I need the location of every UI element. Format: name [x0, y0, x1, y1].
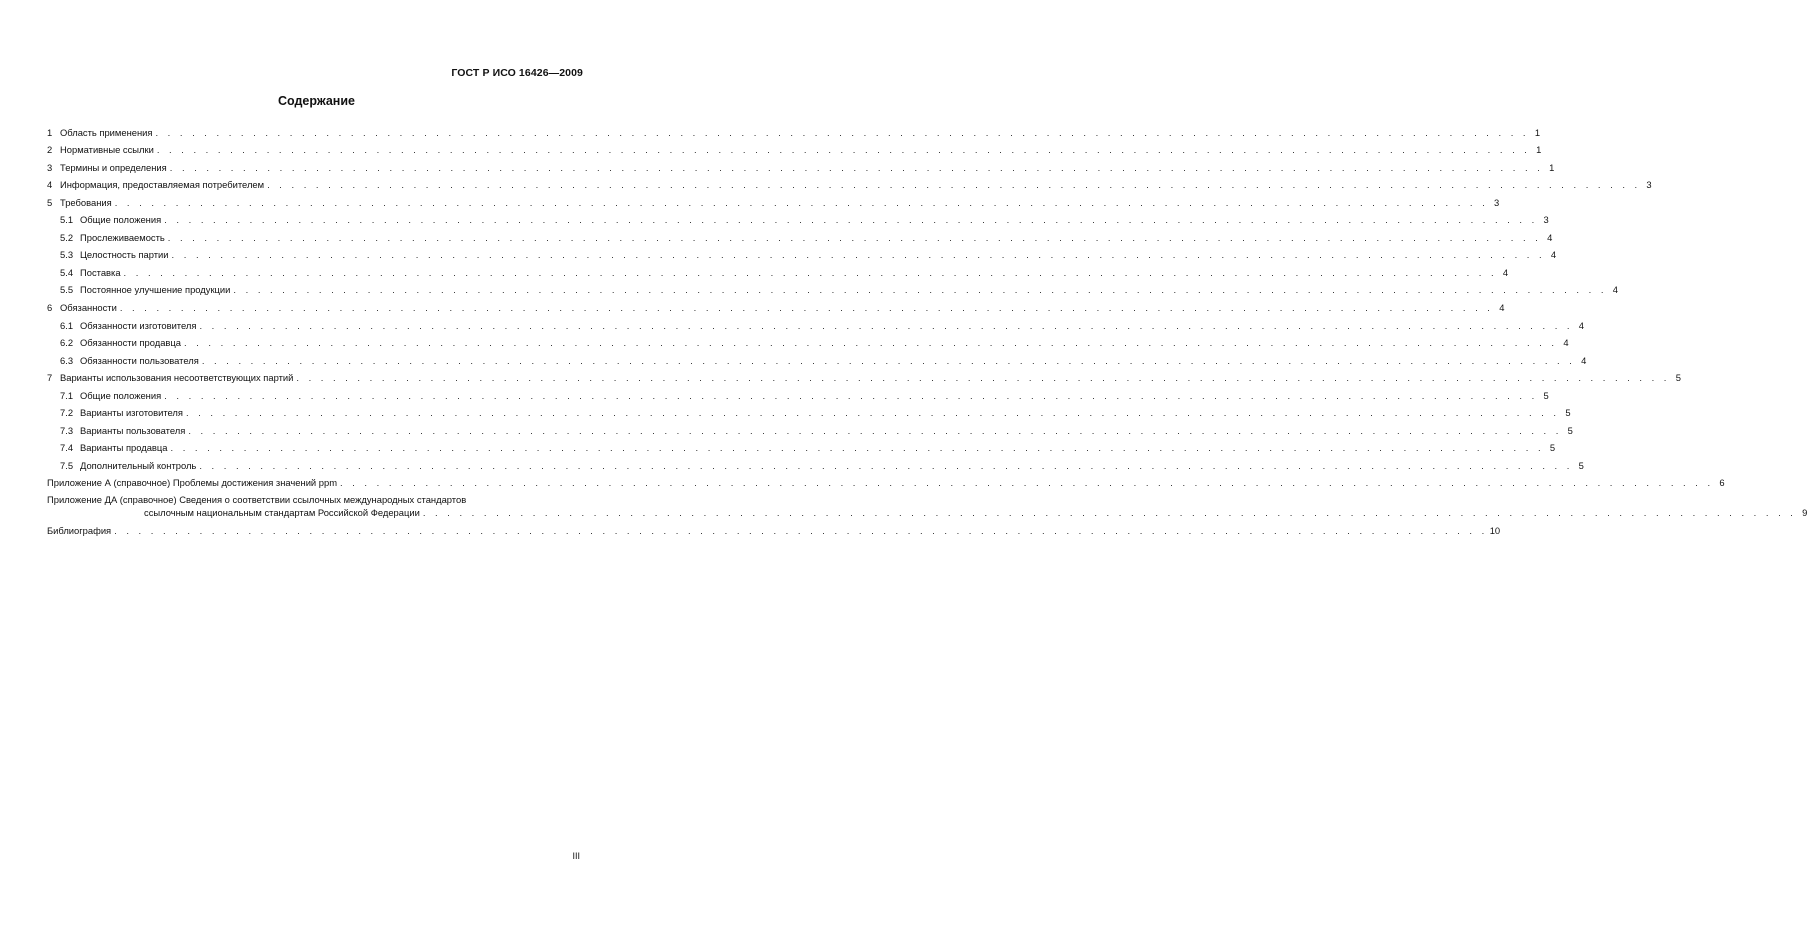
toc-entry-number: 6.2: [60, 337, 74, 349]
dot-leader: [115, 196, 1489, 209]
toc-subentry[interactable]: [47, 314, 1585, 332]
toc-entry-label: Термины и определения: [60, 161, 167, 173]
toc-entry-label: Обязанности: [60, 302, 117, 314]
dot-leader: [114, 524, 1488, 537]
toc-entry-page: 5: [1543, 389, 1549, 401]
toc-entry-number: 7.4: [60, 442, 74, 454]
toc-entry-label: Приложение ДА (справочное) Сведения о соответствии ссылочных международных стандартов: [47, 494, 467, 506]
dot-leader: [340, 476, 1714, 489]
toc-entry-page: 4: [1612, 284, 1618, 296]
dot-leader: [267, 178, 1641, 191]
toc-entry-page: 5: [1675, 372, 1681, 384]
toc-entry-label: Общие положения: [80, 389, 162, 401]
toc-entry-page: 5: [1578, 459, 1584, 471]
toc-entry-label: Общие положения: [80, 214, 162, 226]
toc-entry-number: 5.3: [60, 249, 74, 261]
toc-subentry[interactable]: [47, 349, 1587, 367]
toc-entry[interactable]: [47, 139, 1542, 157]
toc-entry-label: Целостность партии: [80, 249, 169, 261]
toc-subentry[interactable]: [47, 419, 1573, 437]
toc-subentry[interactable]: [47, 384, 1549, 402]
dot-leader: [423, 506, 1797, 519]
toc-entry-number: 5.2: [60, 231, 74, 243]
toc-entry-page: 4: [1581, 354, 1587, 366]
toc-entry-page: 4: [1499, 302, 1505, 314]
toc-entry-label: Обязанности изготовителя: [80, 319, 197, 331]
dot-leader: [157, 143, 1531, 156]
dot-leader: [170, 161, 1544, 174]
toc-entry-page: 4: [1550, 249, 1557, 261]
toc-entry-number: 1: [47, 126, 53, 138]
dot-leader: [184, 336, 1558, 349]
toc-entry-number: 4: [47, 179, 53, 191]
toc-entry-page: 6: [1719, 477, 1725, 489]
document-code: ГОСТ Р ИСО 16426—2009: [451, 67, 583, 79]
dot-leader: [199, 459, 1573, 472]
page-number: III: [572, 851, 580, 861]
toc-entry-label: Дополнительный контроль: [80, 459, 197, 471]
toc-entry-page: 1: [1534, 126, 1541, 138]
toc-entry-page: 4: [1547, 231, 1553, 243]
dot-leader: [120, 301, 1494, 314]
toc-entry-number: 5: [47, 196, 53, 208]
toc-entry-label: Варианты изготовителя: [80, 407, 183, 419]
dot-leader: [233, 283, 1607, 296]
dot-leader: [172, 248, 1546, 261]
dot-leader: [164, 389, 1538, 402]
toc-entry-number: 7.1: [60, 389, 74, 401]
toc-entry-label: Варианты продавца: [80, 442, 168, 454]
dot-leader: [164, 213, 1538, 226]
dot-leader: [188, 424, 1562, 437]
toc-entry-number: 7.2: [60, 407, 74, 419]
toc-subentry[interactable]: [47, 402, 1571, 420]
toc-entry-page: 4: [1502, 266, 1509, 278]
toc-entry[interactable]: [47, 367, 1681, 385]
toc-entry-page: 4: [1578, 319, 1585, 331]
toc-entry-number: 7: [47, 372, 53, 384]
toc-entry-page: 5: [1565, 407, 1571, 419]
toc-entry-label: Информация, предоставляемая потребителем: [60, 179, 265, 191]
toc-entry-label: Область применения: [60, 126, 153, 138]
toc-entry-label: Обязанности пользователя: [80, 354, 199, 366]
toc-entry-page: 3: [1543, 214, 1549, 226]
toc-entry[interactable]: [47, 191, 1500, 209]
toc-entry[interactable]: [47, 156, 1555, 174]
toc-entry-number: 7.5: [60, 459, 74, 471]
toc-entry-number: 3: [47, 161, 53, 173]
toc-entry-label-continued: ссылочным национальным стандартам Российской Федерации: [144, 507, 420, 519]
toc-title: Содержание: [277, 94, 355, 108]
toc-entry-label: Прослеживаемость: [80, 231, 165, 243]
toc-subentry[interactable]: [47, 261, 1509, 279]
toc-entry-label: Варианты использования несоответствующих партий: [60, 372, 294, 384]
toc-entry[interactable]: [47, 174, 1652, 192]
toc-entry-label: Нормативные ссылки: [60, 144, 154, 156]
toc-entry-appendix-a[interactable]: [47, 472, 1725, 490]
toc-entry[interactable]: [47, 121, 1541, 139]
toc-subentry[interactable]: [47, 437, 1556, 455]
toc-entry-page: 4: [1563, 337, 1569, 349]
toc-entry-number: 2: [47, 144, 53, 156]
toc-entry-label: Поставка: [80, 266, 121, 278]
toc-entry-page: 9: [1802, 507, 1807, 519]
dot-leader: [168, 231, 1542, 244]
toc-subentry[interactable]: [47, 332, 1569, 350]
toc-entry-number: 5.1: [60, 214, 74, 226]
toc-subentry[interactable]: [47, 209, 1549, 227]
toc-subentry[interactable]: [47, 226, 1553, 244]
toc-entry-number: 5.4: [60, 266, 74, 278]
toc-subentry[interactable]: [47, 454, 1584, 472]
toc-entry-page: 3: [1494, 196, 1500, 208]
toc-entry-label: Варианты пользователя: [80, 424, 186, 436]
toc-entry-page: 5: [1549, 442, 1556, 454]
toc-entry-label: Библиография: [47, 525, 112, 537]
toc-entry-label: Требования: [60, 196, 112, 208]
toc-entry-page: 3: [1646, 179, 1652, 191]
toc-subentry[interactable]: [47, 244, 1557, 262]
dot-leader: [296, 371, 1670, 384]
toc-entry-number: 6: [47, 302, 53, 314]
dot-leader: [171, 441, 1545, 454]
toc-entry-page: 1: [1549, 161, 1555, 173]
toc-entry-bibliography[interactable]: [47, 519, 1501, 537]
table-of-contents: [47, 121, 1807, 537]
toc-entry-label: Обязанности продавца: [80, 337, 181, 349]
toc-entry-page: 10: [1489, 525, 1501, 537]
toc-entry[interactable]: [47, 296, 1505, 314]
dot-leader: [186, 406, 1560, 419]
dot-leader: [155, 126, 1529, 139]
toc-entry-number: 5.5: [60, 284, 74, 296]
toc-entry-page: 1: [1536, 144, 1542, 156]
toc-entry-label: Постоянное улучшение продукции: [80, 284, 231, 296]
dot-leader: [202, 354, 1576, 367]
dot-leader: [124, 266, 1498, 279]
toc-entry-label: Приложение А (справочное) Проблемы достижения значений ppm: [47, 477, 338, 489]
toc-entry-number: 6.3: [60, 354, 74, 366]
toc-entry-page: 5: [1567, 424, 1573, 436]
dot-leader: [199, 319, 1573, 332]
toc-entry-number: 6.1: [60, 319, 74, 331]
toc-entry-number: 7.3: [60, 424, 74, 436]
toc-entry-appendix-da[interactable]: [47, 489, 1807, 519]
toc-subentry[interactable]: [47, 279, 1618, 297]
